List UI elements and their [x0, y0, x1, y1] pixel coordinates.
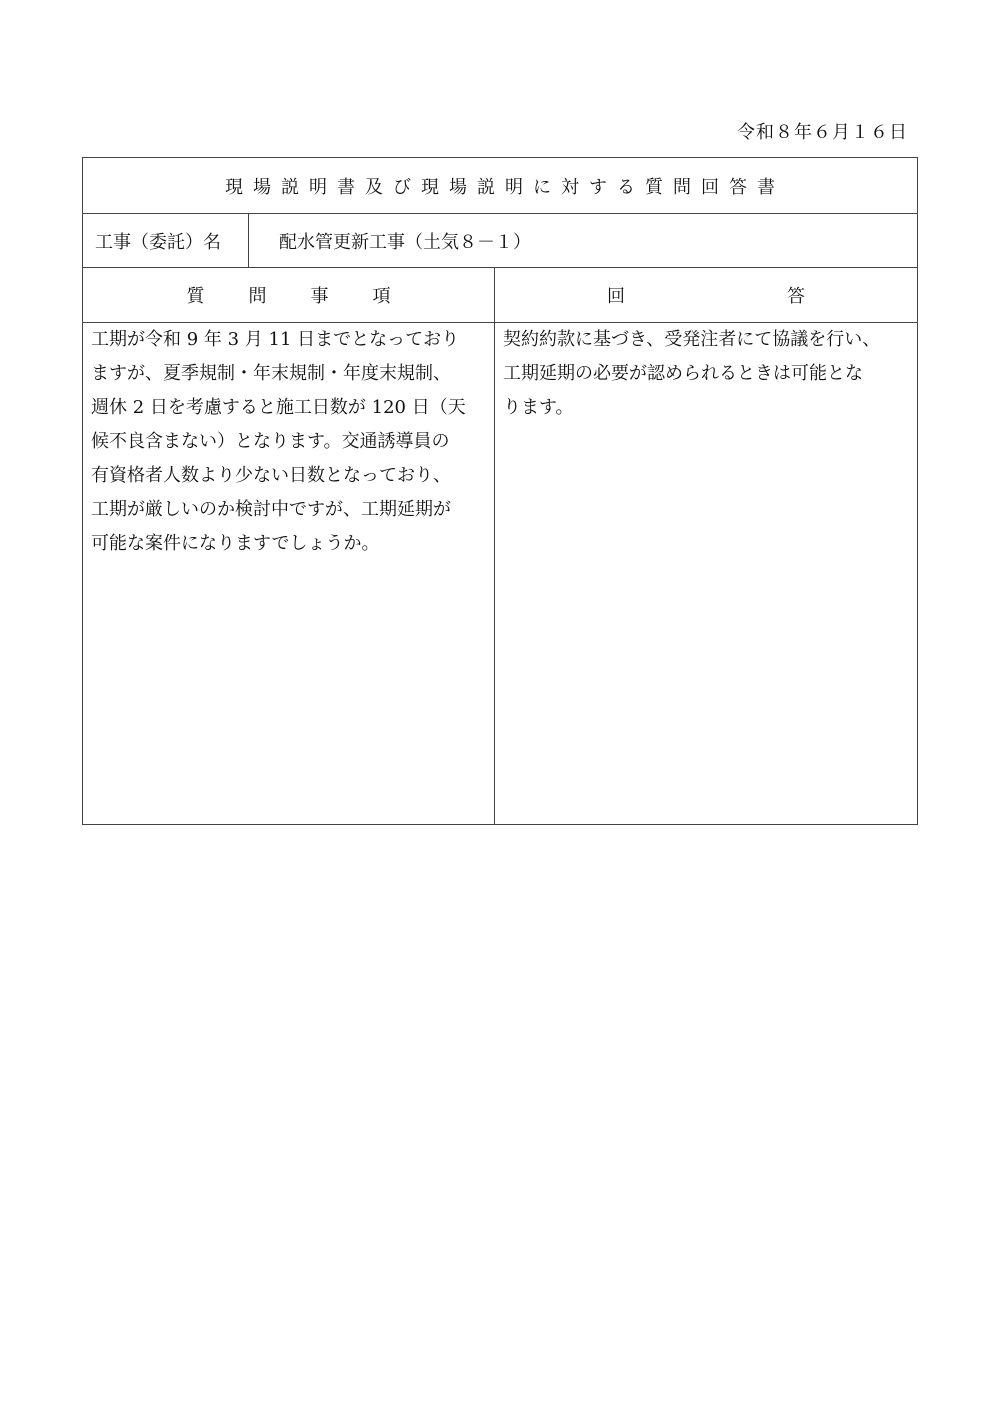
answer-line: 工期延期の必要が認められるときは可能とな: [503, 363, 863, 384]
answer-line: 契約約款に基づき、受発注者にて協議を行い、: [503, 329, 881, 350]
answer-header-cell: [495, 268, 917, 322]
question-line: ますが、夏季規制・年末規制・年度末規制、: [91, 363, 451, 384]
document-date: 令和８年６月１６日: [737, 122, 908, 143]
answer-line: ります。: [503, 397, 574, 418]
title-row: [83, 158, 917, 214]
answer-text: [495, 323, 917, 824]
project-row: [83, 214, 917, 268]
question-text: [83, 323, 495, 824]
qa-sheet: [82, 157, 918, 825]
question-line: 週休 2 日を考慮すると施工日数が 120 日（天: [91, 397, 466, 418]
project-label: 工事（委託）名: [83, 214, 249, 267]
question-line: 候不良含まない）となります。交通誘導員の: [91, 431, 450, 452]
question-header: 質問事項: [186, 286, 435, 307]
question-line: 工期が令和 9 年 3 月 11 日までとなっており: [91, 329, 460, 350]
question-line: 可能な案件になりますでしょうか。: [91, 533, 380, 554]
document-title: 現場説明書及び現場説明に対する質問回答書: [225, 176, 785, 198]
body-row: [83, 323, 917, 824]
answer-header-part1: 回: [607, 286, 625, 307]
question-line: 工期が厳しいのか検討中ですが、工期延期が: [91, 499, 451, 520]
question-line: 有資格者人数より少ない日数となっており、: [91, 465, 451, 486]
answer-header-part2: 答: [787, 286, 805, 307]
project-name: 配水管更新工事（土気８－１）: [279, 231, 531, 253]
question-header-cell: [83, 268, 495, 322]
header-row: [83, 268, 917, 323]
